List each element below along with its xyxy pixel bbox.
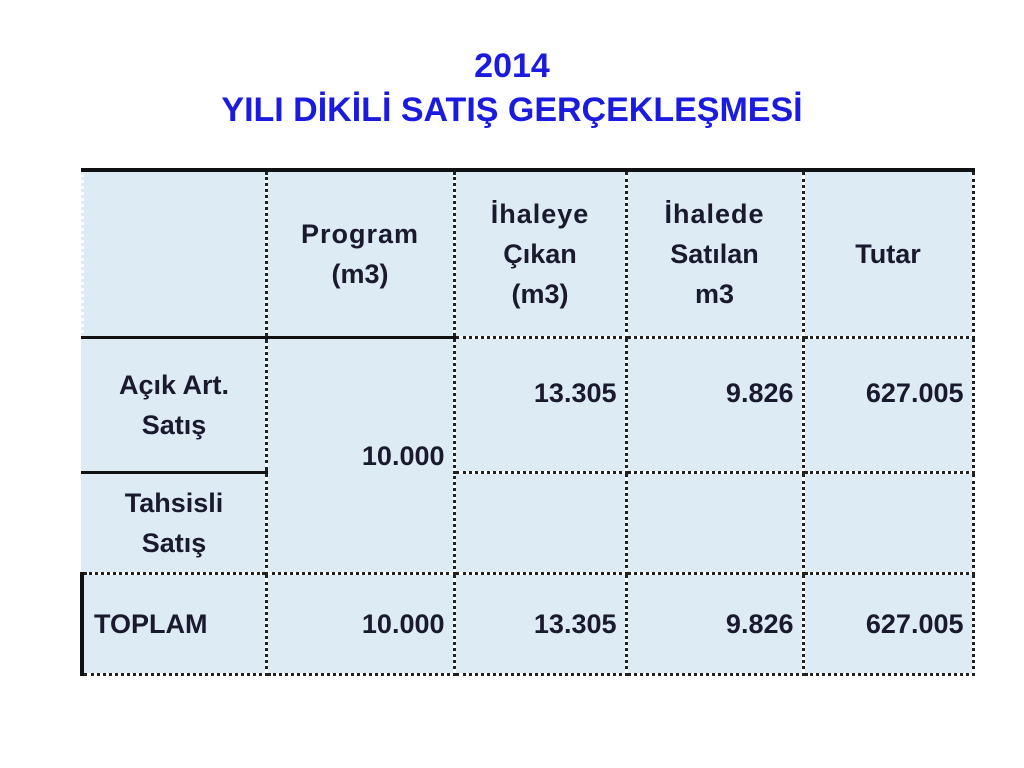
tahsisli-tutar	[803, 473, 973, 574]
total-ihalede-satilan: 9.826	[626, 574, 803, 675]
total-ihaleye-cikan: 13.305	[454, 574, 626, 675]
title-heading: YILI DİKİLİ SATIŞ GERÇEKLEŞMESİ	[221, 91, 803, 129]
total-tutar: 627.005	[803, 574, 973, 675]
row-label-tahsisli	[82, 473, 266, 574]
table-row-total	[82, 574, 973, 675]
header-ihaleye-line2: Çıkan	[503, 239, 577, 269]
header-empty-cell	[82, 170, 266, 338]
row-label-tahsisli-line1: Tahsisli	[124, 488, 224, 518]
acik-ihaleye-cikan: 13.305	[454, 338, 626, 473]
header-ihaleye-line1: İhaleye	[490, 199, 590, 229]
header-ihaleye-line3: (m3)	[511, 279, 569, 309]
row-label-acik-line1: Açık Art.	[118, 370, 230, 400]
title-year: 2014	[474, 47, 550, 85]
table-row-acik-artirma	[82, 338, 973, 473]
tahsisli-ihalede-satilan	[626, 473, 803, 574]
row-label-tahsisli-line2: Satış	[141, 528, 207, 558]
total-program: 10.000	[266, 574, 454, 675]
header-ihaleye-cikan	[454, 170, 626, 338]
total-label: TOPLAM	[82, 574, 266, 675]
acik-ihalede-satilan: 9.826	[626, 338, 803, 473]
row-label-acik-artirma	[82, 338, 266, 473]
header-ihalede-line2: Satılan	[670, 239, 759, 269]
header-tutar: Tutar	[803, 170, 973, 338]
sales-table	[80, 168, 975, 676]
header-program-line1: Program	[300, 219, 420, 249]
row-label-acik-line2: Satış	[141, 410, 207, 440]
slide-title	[0, 44, 1024, 132]
header-row	[82, 170, 973, 338]
table-row-tahsisli	[82, 473, 973, 574]
header-program-line2: (m3)	[331, 259, 389, 289]
program-value-merged: 10.000	[266, 338, 454, 574]
header-program	[266, 170, 454, 338]
acik-tutar: 627.005	[803, 338, 973, 473]
header-ihalede-line1: İhalede	[664, 199, 765, 229]
header-ihalede-line3: m3	[694, 279, 735, 309]
tahsisli-ihaleye-cikan	[454, 473, 626, 574]
header-ihalede-satilan	[626, 170, 803, 338]
